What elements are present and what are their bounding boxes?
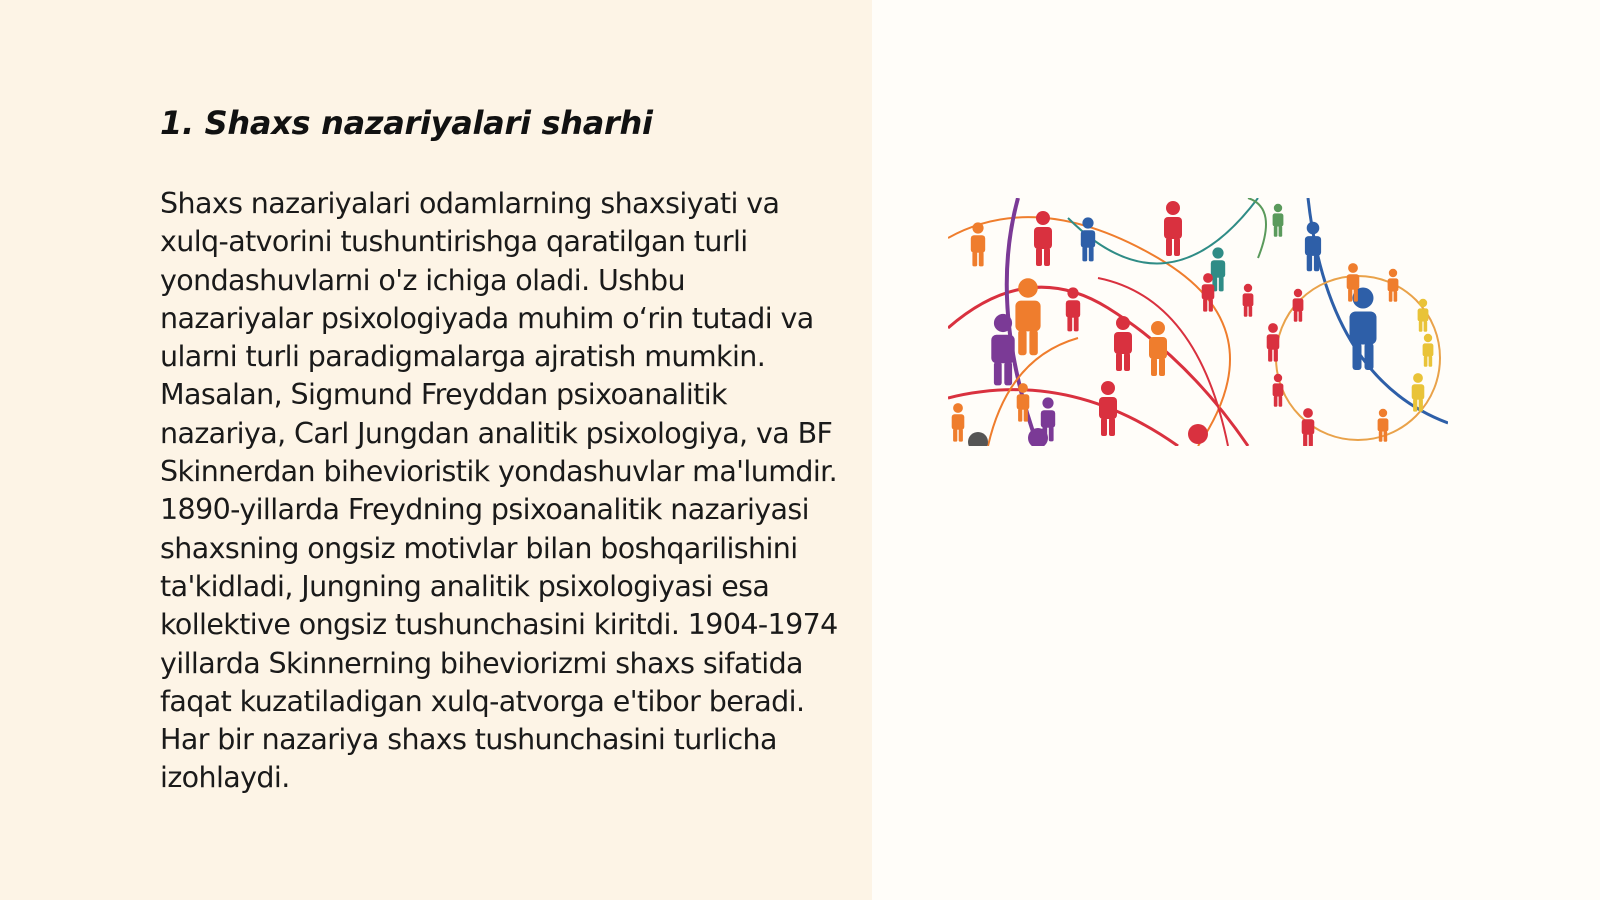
person-figure-14 — [952, 403, 965, 442]
person-figure-29 — [1243, 284, 1254, 317]
slide-title: 1. Shaxs nazariyalari sharhi — [160, 104, 653, 142]
person-figure-6 — [1273, 204, 1284, 237]
person-figure-22 — [1423, 334, 1434, 367]
person-figure-12 — [1149, 321, 1167, 376]
person-figure-7 — [1305, 222, 1321, 272]
person-figure-25 — [1302, 408, 1315, 446]
person-figure-27 — [1267, 323, 1280, 362]
person-figure-21 — [1418, 299, 1429, 332]
person-figure-3 — [1081, 217, 1095, 261]
person-figure-15 — [1099, 381, 1117, 436]
people-figures — [952, 201, 1434, 446]
person-figure-13 — [1066, 287, 1080, 331]
people-network-illustration — [948, 198, 1448, 446]
person-figure-10 — [991, 314, 1014, 386]
person-figure-8 — [1202, 273, 1215, 312]
person-figure-2 — [1034, 211, 1052, 266]
slide-body-text: Shaxs nazariyalari odamlarning shaxsiyati va xulq-atvorini tushuntirishga qaratilgan turli yondashuvlarni o'z ichiga oladi. Ushbu nazariyalar psixologiyada muhim o‘rin tutadi va ularni turli paradigmalarga ajratish mumkin. Masalan, Sigmund Freyddan psixoanalitik nazariya, Carl Jungdan analitik psixologiya, va BF Skinnerdan bihevioristik yondashuvlar ma'lumdir. 1890-yillarda Freydning psixoanalitik nazariyasi shaxsning ongsiz motivlar bilan boshqarilishini ta'kidladi, Jungning analitik psixologiyasi esa kollektive ongsiz tushunchasini kiritdi. 1904-1974 yillarda Skinnerning biheviorizmi shaxs sifatida faqat kuzatiladigan xulq-atvorga e'tibor beradi. Har bir nazariya shaxs tushunchasini turlicha izohlaydi. — [160, 187, 838, 795]
person-figure-1 — [971, 222, 985, 266]
person-figure-26 — [1273, 374, 1284, 407]
person-figure-9 — [1015, 278, 1040, 355]
partial-figure-1 — [968, 432, 988, 446]
person-figure-23 — [1412, 373, 1425, 412]
image-panel — [872, 0, 1600, 900]
person-figure-28 — [1293, 289, 1304, 322]
person-figure-4 — [1164, 201, 1182, 256]
person-figure-11 — [1114, 316, 1132, 371]
person-figure-17 — [1017, 383, 1030, 422]
person-figure-20 — [1388, 269, 1399, 302]
partial-figure-3 — [1188, 424, 1208, 444]
